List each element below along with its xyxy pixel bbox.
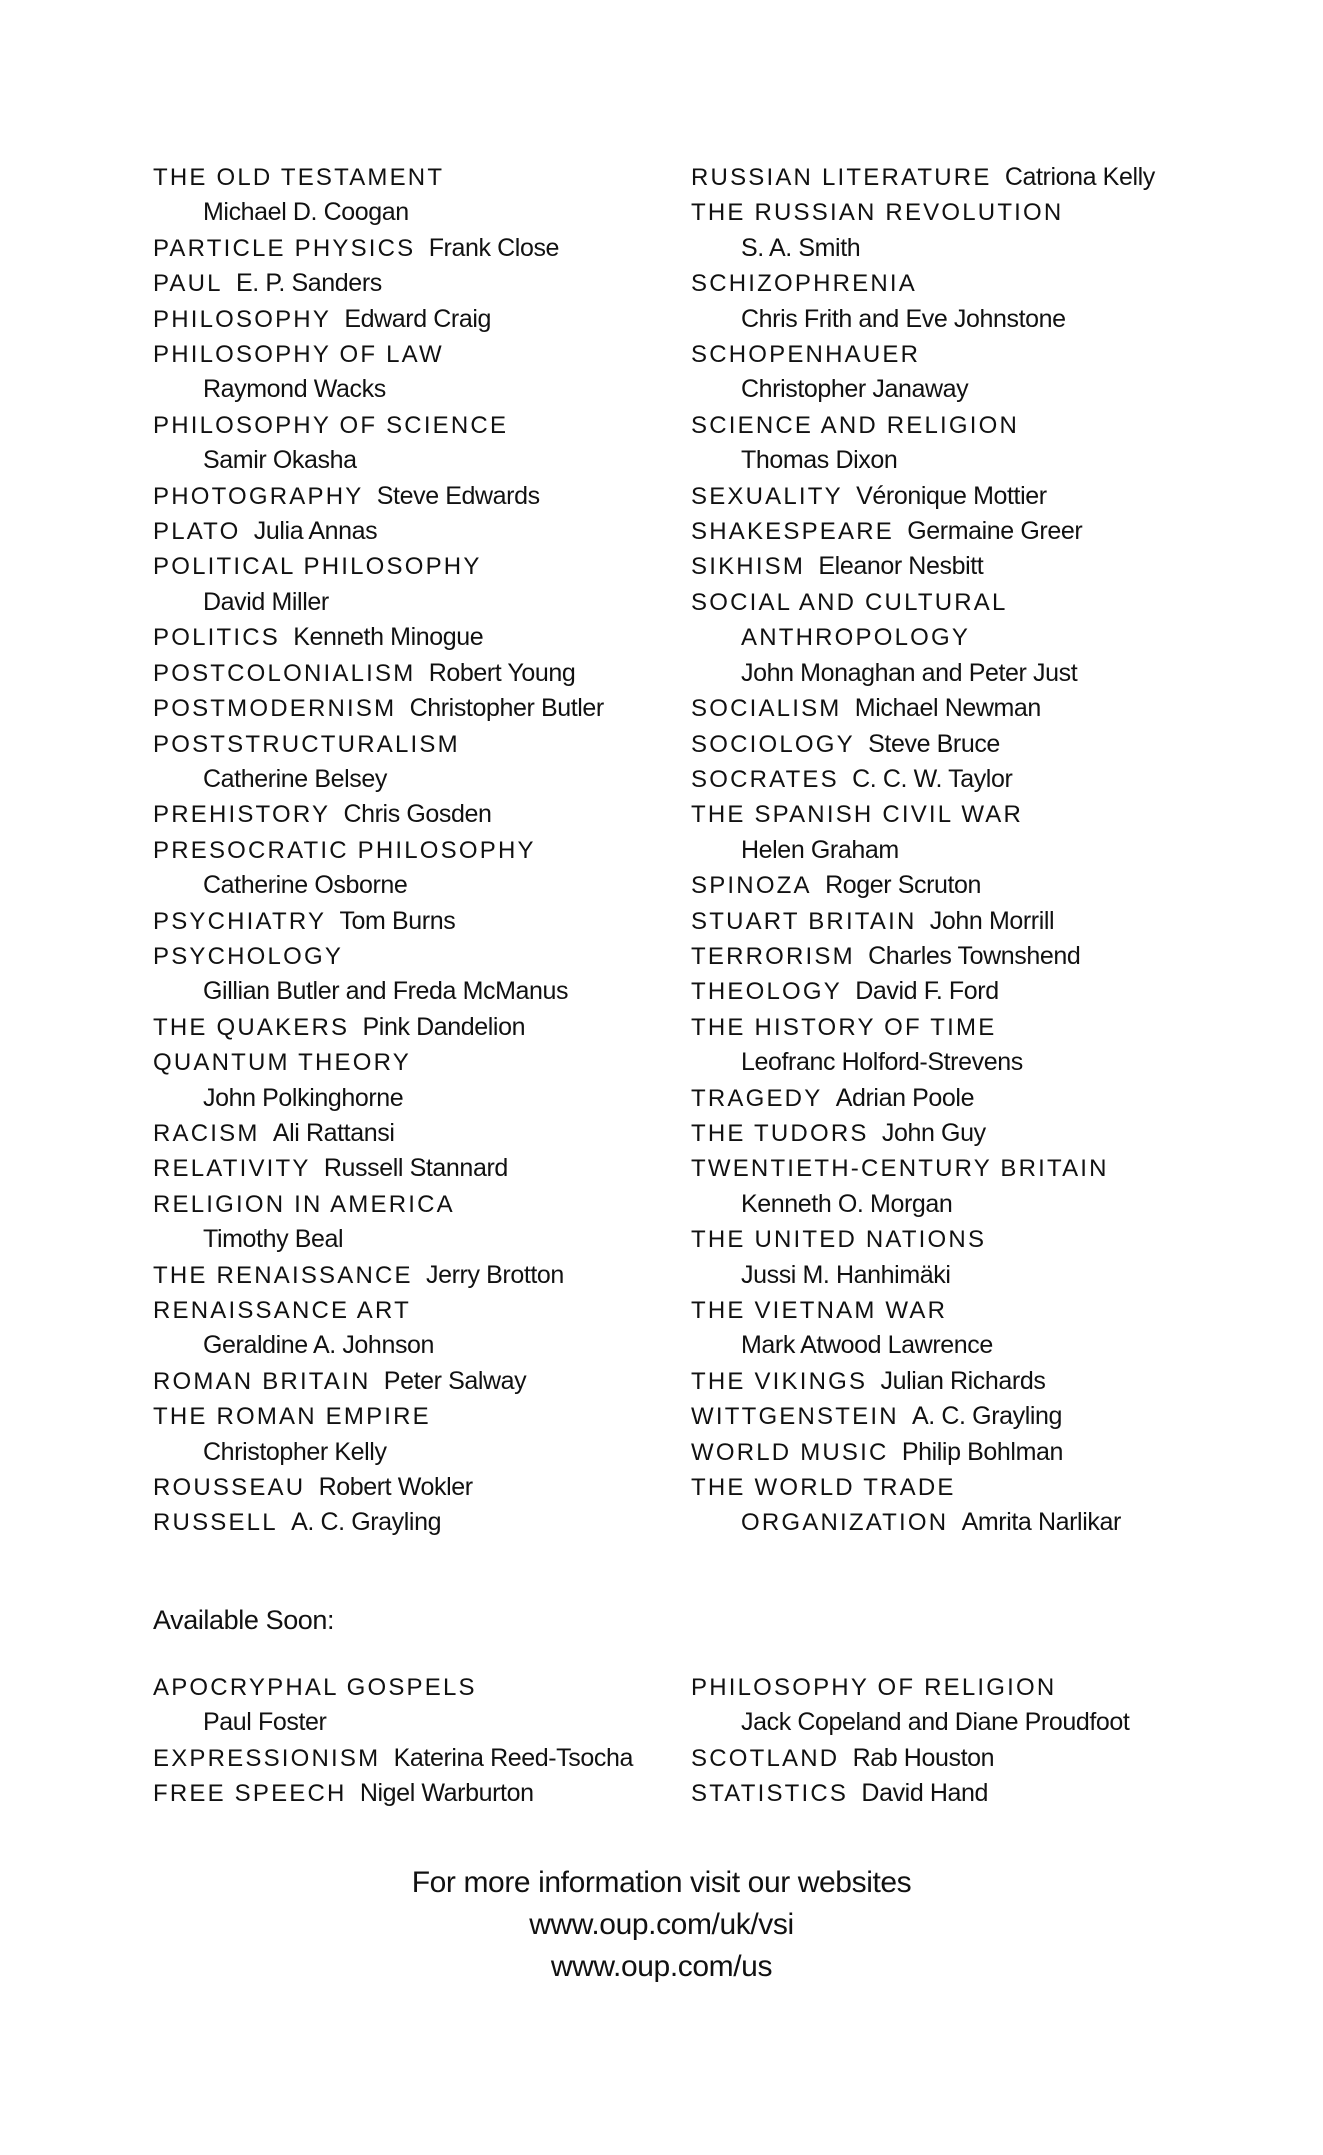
entry-author: Roger Scruton — [825, 871, 982, 900]
entry-title: THE OLD TESTAMENT — [153, 164, 445, 191]
list-entry — [153, 1741, 673, 1776]
entry-title: THEOLOGY — [691, 978, 842, 1006]
entry-author: John Polkinghorne — [203, 1083, 404, 1112]
entry-title: STATISTICS — [691, 1780, 849, 1808]
entry-author-line — [153, 868, 673, 903]
list-entry — [153, 1670, 673, 1741]
entry-author: A. C. Grayling — [912, 1402, 1063, 1431]
entry-author-line — [153, 443, 673, 478]
list-entry — [691, 939, 1271, 974]
list-entry — [153, 1151, 673, 1186]
list-entry — [691, 160, 1271, 195]
entry-title: POLITICAL PHILOSOPHY — [153, 553, 482, 581]
entry-title: PSYCHOLOGY — [153, 942, 344, 970]
footer-website-uk-link[interactable]: www.oup.com/uk/vsi — [529, 1908, 794, 1941]
entry-title: PREHISTORY — [153, 801, 331, 829]
entry-title: APOCRYPHAL GOSPELS — [153, 1674, 477, 1701]
list-entry — [691, 1470, 1271, 1541]
list-entry — [691, 727, 1271, 762]
entry-author: Ali Rattansi — [272, 1118, 395, 1147]
entry-author-line — [691, 833, 1271, 868]
entry-title: SIKHISM — [691, 553, 806, 581]
entry-title: SOCIOLOGY — [691, 730, 855, 758]
entry-author: Véronique Mottier — [856, 481, 1047, 510]
list-entry — [691, 974, 1271, 1009]
list-entry — [153, 266, 673, 301]
entry-title: SCHIZOPHRENIA — [691, 270, 917, 298]
entry-author-line — [691, 1705, 1271, 1740]
list-entry — [691, 1081, 1271, 1116]
entry-author: Germaine Greer — [907, 517, 1083, 546]
entry-author: Geraldine A. Johnson — [203, 1331, 435, 1360]
entry-author: Michael D. Coogan — [203, 198, 409, 227]
list-entry — [691, 1741, 1271, 1776]
list-entry — [691, 337, 1271, 408]
entry-title: PRESOCRATIC PHILOSOPHY — [153, 836, 536, 864]
entry-author: Raymond Wacks — [203, 375, 386, 404]
entry-author: Christopher Janaway — [741, 375, 969, 404]
list-entry — [691, 797, 1271, 868]
list-entry — [691, 195, 1271, 266]
entry-author: Christopher Kelly — [203, 1437, 387, 1466]
entry-title: POLITICS — [153, 624, 280, 652]
list-entry — [691, 266, 1271, 337]
list-entry — [153, 1116, 673, 1151]
entry-author-line — [691, 443, 1271, 478]
entry-author: Catherine Belsey — [203, 764, 387, 793]
list-entry — [153, 833, 673, 904]
entry-title-line2: ORGANIZATION — [741, 1509, 949, 1537]
entry-author: Kenneth O. Morgan — [741, 1189, 953, 1218]
entry-author: Catriona Kelly — [1004, 163, 1155, 191]
entry-title: SOCIAL AND CULTURAL — [691, 588, 1008, 616]
list-entry — [153, 1776, 673, 1811]
entry-author-line — [691, 1187, 1271, 1222]
list-entry — [691, 1364, 1271, 1399]
entry-title: PHILOSOPHY — [153, 305, 332, 333]
list-entry — [691, 1435, 1271, 1470]
entry-title: SCOTLAND — [691, 1744, 840, 1772]
entry-author: Mark Atwood Lawrence — [741, 1331, 993, 1360]
entry-title: SCHOPENHAUER — [691, 341, 921, 369]
entry-title: EXPRESSIONISM — [153, 1744, 381, 1772]
entry-title: RELATIVITY — [153, 1155, 311, 1183]
entry-author: Steve Bruce — [868, 729, 1000, 758]
list-entry — [153, 337, 673, 408]
list-entry — [153, 656, 673, 691]
entry-title: THE UNITED NATIONS — [691, 1226, 987, 1254]
entry-author-line — [153, 974, 673, 1009]
entry-title: QUANTUM THEORY — [153, 1049, 411, 1077]
footer — [0, 1862, 1323, 1988]
entry-author: Kenneth Minogue — [293, 623, 484, 652]
entry-author: Jerry Brotton — [426, 1260, 564, 1289]
entry-author: Leofranc Holford-Strevens — [741, 1048, 1023, 1077]
entry-author: David Hand — [861, 1779, 989, 1808]
entry-title: POSTMODERNISM — [153, 695, 397, 723]
entry-author: Edward Craig — [344, 304, 491, 333]
entry-author-line — [153, 195, 673, 230]
entry-author: Frank Close — [428, 233, 560, 262]
entry-author-line — [153, 1222, 673, 1257]
entry-title: PLATO — [153, 518, 241, 546]
entry-author: Chris Frith and Eve Johnstone — [741, 304, 1066, 333]
entry-author: Jussi M. Hanhimäki — [741, 1260, 951, 1289]
entry-author: Chris Gosden — [343, 800, 492, 829]
entry-title: PHOTOGRAPHY — [153, 482, 364, 510]
entry-author-line — [153, 1435, 673, 1470]
entry-author: Samir Okasha — [203, 446, 357, 475]
list-entry — [691, 585, 1271, 691]
list-entry — [691, 691, 1271, 726]
entry-title: THE VIKINGS — [691, 1367, 868, 1395]
entry-author-line — [153, 585, 673, 620]
entry-title: SOCRATES — [691, 765, 839, 793]
entry-title: TRAGEDY — [691, 1084, 823, 1112]
entry-title: PHILOSOPHY OF LAW — [153, 341, 444, 369]
entry-author: Julian Richards — [880, 1366, 1046, 1395]
entry-author-line — [153, 1328, 673, 1363]
entry-title: STUART BRITAIN — [691, 907, 917, 935]
list-entry — [691, 868, 1271, 903]
list-entry — [153, 1010, 673, 1045]
entry-author: Peter Salway — [383, 1366, 527, 1395]
entry-title: WITTGENSTEIN — [691, 1403, 899, 1431]
list-entry — [153, 1505, 673, 1540]
entry-title: SPINOZA — [691, 872, 812, 900]
entry-author: Paul Foster — [203, 1708, 327, 1737]
list-entry — [691, 408, 1271, 479]
list-entry — [153, 797, 673, 832]
entry-title: RUSSIAN LITERATURE — [691, 164, 992, 191]
entry-author: Charles Townshend — [868, 941, 1081, 970]
entry-title: RENAISSANCE ART — [153, 1297, 411, 1324]
entry-author-line — [153, 762, 673, 797]
entry-title: THE RUSSIAN REVOLUTION — [691, 199, 1064, 227]
list-entry — [691, 904, 1271, 939]
entry-author-line — [691, 1045, 1271, 1080]
entry-title: PSYCHIATRY — [153, 907, 327, 935]
list-entry — [153, 691, 673, 726]
entry-title: SEXUALITY — [691, 482, 843, 510]
entry-author: E. P. Sanders — [236, 269, 382, 298]
entry-author: S. A. Smith — [741, 233, 861, 262]
list-entry — [153, 620, 673, 655]
entry-author: Catherine Osborne — [203, 871, 408, 900]
list-entry — [691, 1399, 1271, 1434]
entry-title: THE ROMAN EMPIRE — [153, 1403, 431, 1431]
available-soon-left-column — [153, 1670, 673, 1812]
list-entry — [153, 1399, 673, 1470]
entry-author: Helen Graham — [741, 835, 899, 864]
entry-author-line — [153, 1705, 673, 1740]
entry-title: THE VIETNAM WAR — [691, 1297, 948, 1324]
left-column — [153, 160, 673, 1541]
list-entry — [153, 1258, 673, 1293]
entry-title: RELIGION IN AMERICA — [153, 1190, 455, 1218]
list-entry — [153, 1293, 673, 1364]
entry-title: THE QUAKERS — [153, 1013, 350, 1041]
list-entry — [691, 1293, 1271, 1364]
entry-author: Steve Edwards — [376, 481, 540, 510]
entry-author-line — [153, 372, 673, 407]
entry-author: Katerina Reed-Tsocha — [393, 1743, 633, 1772]
entry-author-line — [691, 302, 1271, 337]
entry-author-line — [691, 372, 1271, 407]
list-entry — [691, 514, 1271, 549]
entry-author: Philip Bohlman — [901, 1437, 1064, 1466]
entry-title: TERRORISM — [691, 942, 855, 970]
entry-author: Tom Burns — [339, 906, 456, 935]
entry-title: RACISM — [153, 1119, 260, 1147]
entry-author: Gillian Butler and Freda McManus — [203, 977, 569, 1006]
entry-author: Amrita Narlikar — [961, 1508, 1121, 1537]
entry-title-line2: ANTHROPOLOGY — [741, 624, 971, 652]
right-column — [691, 160, 1271, 1541]
entry-author-line — [691, 1258, 1271, 1293]
entry-title: PARTICLE PHYSICS — [153, 234, 416, 262]
list-entry — [153, 160, 673, 231]
entry-author-line — [691, 656, 1271, 691]
entry-title: SOCIALISM — [691, 695, 842, 723]
entry-title: THE WORLD TRADE — [691, 1474, 956, 1502]
list-entry — [153, 1470, 673, 1505]
entry-author: A. C. Grayling — [291, 1508, 442, 1537]
footer-website-us-link[interactable]: www.oup.com/us — [550, 1950, 773, 1983]
entry-title: ROUSSEAU — [153, 1474, 306, 1502]
entry-title: POSTSTRUCTURALISM — [153, 730, 460, 758]
list-entry — [691, 1151, 1271, 1222]
footer-info-text: For more information visit our websites — [411, 1866, 912, 1899]
list-entry — [153, 408, 673, 479]
entry-author: Pink Dandelion — [362, 1012, 526, 1041]
entry-title: PHILOSOPHY OF SCIENCE — [153, 411, 509, 439]
entry-author: John Morrill — [929, 906, 1055, 935]
list-entry — [691, 1776, 1271, 1811]
entry-author-line — [691, 231, 1271, 266]
entry-author: Timothy Beal — [203, 1225, 344, 1254]
entry-title: POSTCOLONIALISM — [153, 659, 416, 687]
entry-title: SHAKESPEARE — [691, 518, 894, 546]
entry-author: C. C. W. Taylor — [852, 764, 1013, 793]
entry-title: THE HISTORY OF TIME — [691, 1013, 997, 1041]
list-entry — [153, 514, 673, 549]
list-entry — [691, 549, 1271, 584]
entry-author: Jack Copeland and Diane Proudfoot — [741, 1708, 1130, 1737]
entry-title: PHILOSOPHY OF RELIGION — [691, 1674, 1057, 1701]
entry-title: FREE SPEECH — [153, 1780, 347, 1808]
entry-title-continued — [691, 1505, 1271, 1540]
entry-title: SCIENCE AND RELIGION — [691, 411, 1020, 439]
list-entry — [691, 1670, 1271, 1741]
entry-title: THE TUDORS — [691, 1119, 869, 1147]
entry-title: RUSSELL — [153, 1509, 278, 1537]
entry-author: Robert Young — [428, 658, 576, 687]
list-entry — [691, 762, 1271, 797]
entry-title: TWENTIETH-CENTURY BRITAIN — [691, 1155, 1109, 1183]
entry-author: Michael Newman — [854, 694, 1041, 723]
entry-author: Russell Stannard — [323, 1154, 508, 1183]
available-soon-heading: Available Soon: — [153, 1605, 335, 1635]
entry-author-line — [153, 1081, 673, 1116]
entry-author: Rab Houston — [852, 1743, 995, 1772]
available-soon-right-column — [691, 1670, 1271, 1812]
entry-author: Robert Wokler — [318, 1473, 473, 1502]
list-entry — [153, 1364, 673, 1399]
list-entry — [691, 479, 1271, 514]
list-entry — [153, 1045, 673, 1116]
entry-title: WORLD MUSIC — [691, 1438, 889, 1466]
list-entry — [153, 1187, 673, 1258]
entry-author: Nigel Warburton — [359, 1779, 534, 1808]
list-entry — [153, 549, 673, 620]
entry-author: Eleanor Nesbitt — [818, 552, 984, 581]
entry-author: Christopher Butler — [409, 694, 604, 723]
list-entry — [153, 904, 673, 939]
list-entry — [691, 1116, 1271, 1151]
entry-author: Thomas Dixon — [741, 446, 898, 475]
entry-author-line — [691, 1328, 1271, 1363]
entry-title: ROMAN BRITAIN — [153, 1367, 371, 1395]
entry-title: PAUL — [153, 270, 223, 298]
list-entry — [153, 231, 673, 266]
list-entry — [153, 727, 673, 798]
entry-author: David F. Ford — [855, 977, 999, 1006]
entry-author: John Guy — [881, 1118, 986, 1147]
entry-title-continued — [691, 620, 1271, 655]
list-entry — [691, 1222, 1271, 1293]
list-entry — [691, 1010, 1271, 1081]
entry-author: John Monaghan and Peter Just — [741, 658, 1078, 687]
list-entry — [153, 302, 673, 337]
entry-author: Adrian Poole — [835, 1083, 975, 1112]
entry-title: THE RENAISSANCE — [153, 1261, 413, 1289]
entry-title: THE SPANISH CIVIL WAR — [691, 801, 1024, 829]
entry-author: Julia Annas — [253, 517, 378, 546]
list-entry — [153, 479, 673, 514]
entry-author: David Miller — [203, 587, 329, 616]
list-entry — [153, 939, 673, 1010]
